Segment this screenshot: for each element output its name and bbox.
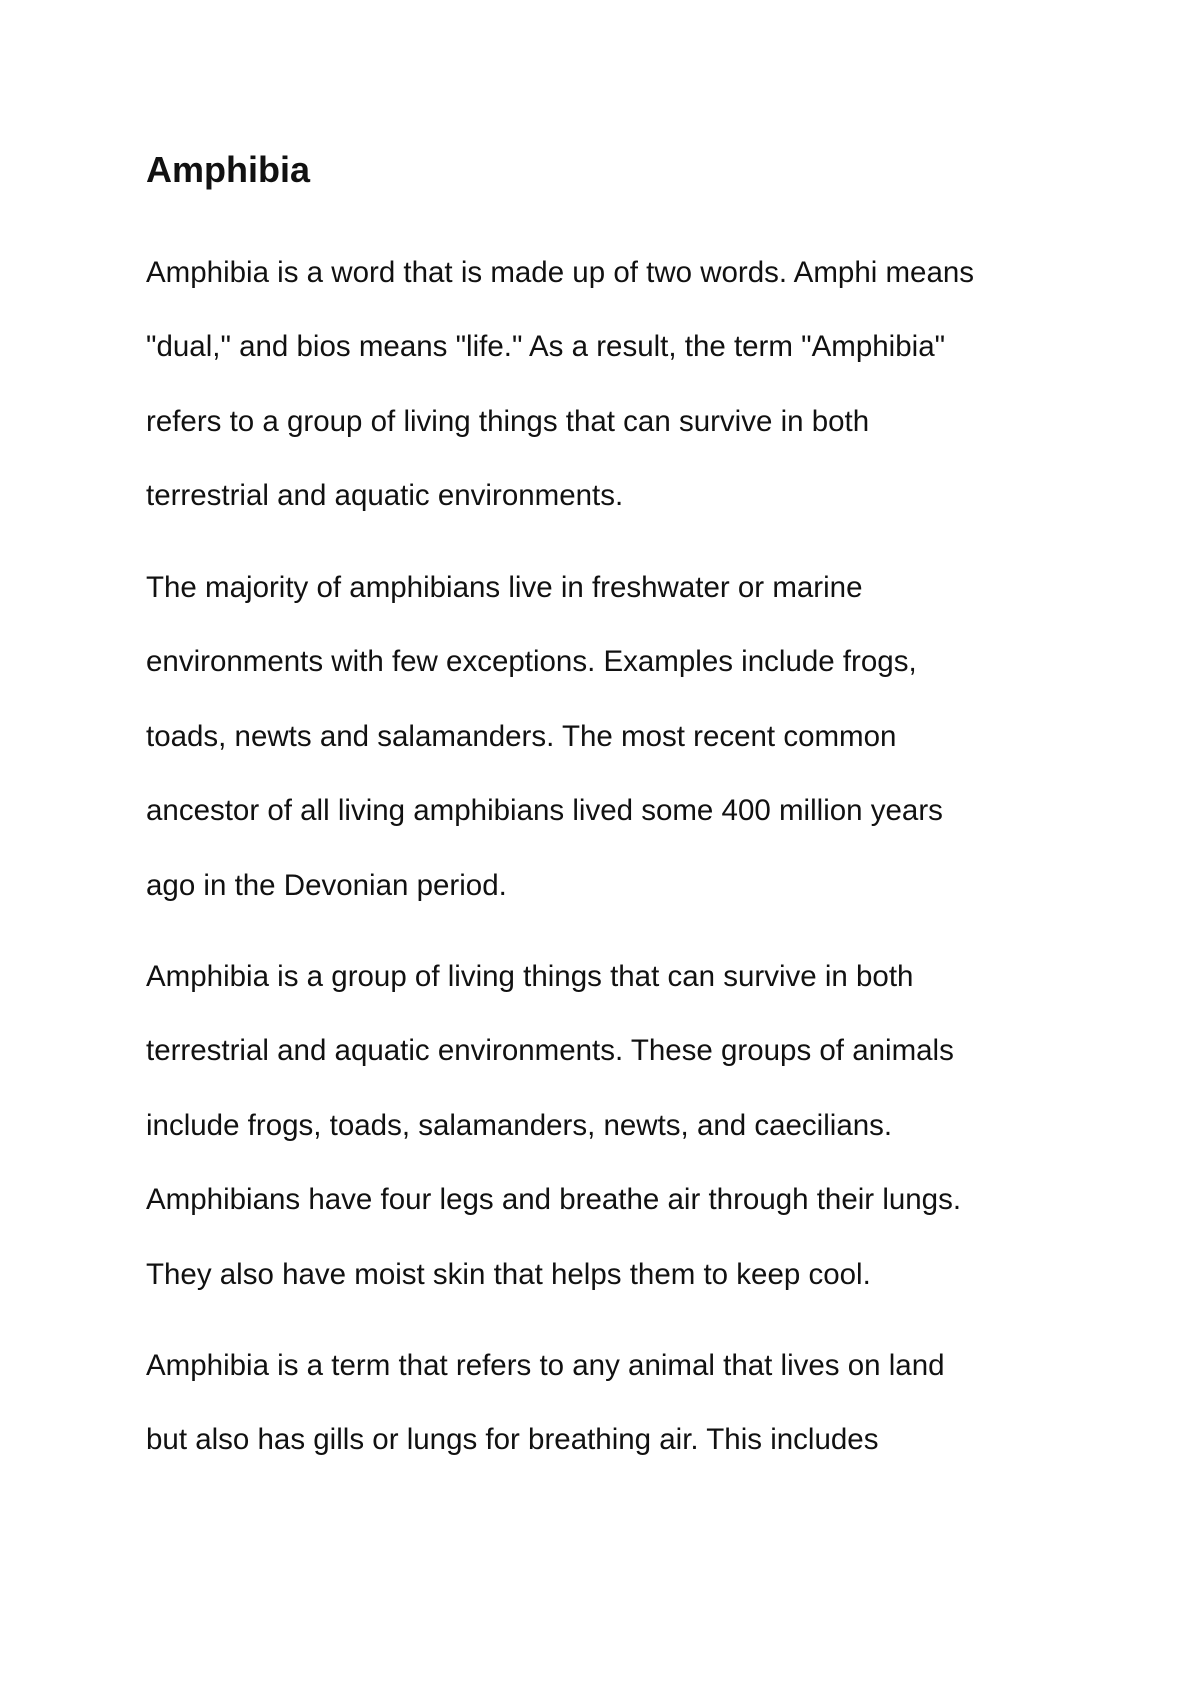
paragraph-2 — [146, 551, 1086, 923]
paragraph-4 — [146, 1329, 1086, 1478]
text-line: Amphibia is a term that refers to any animal that lives on land — [146, 1349, 945, 1382]
text-line: environments with few exceptions. Examples include frogs, — [146, 645, 917, 679]
text-line: terrestrial and aquatic environments. — [146, 479, 624, 513]
text-line: refers to a group of living things that can survive in both — [146, 404, 870, 438]
text-line: Amphibia is a word that is made up of two words. Amphi means — [146, 256, 975, 289]
text-line: They also have moist skin that helps them to keep cool. — [146, 1257, 871, 1291]
text-line: The majority of amphibians live in freshwater or marine — [146, 571, 863, 604]
text-line: but also has gills or lungs for breathing air. This includes — [146, 1423, 879, 1457]
text-line: ago in the Devonian period. — [146, 868, 507, 902]
text-line: terrestrial and aquatic environments. These groups of animals — [146, 1034, 954, 1068]
text-line: Amphibians have four legs and breathe air through their lungs. — [146, 1183, 962, 1217]
paragraph-1 — [146, 236, 1086, 534]
text-line: toads, newts and salamanders. The most recent common — [146, 719, 897, 753]
paragraph-3 — [146, 940, 1086, 1312]
text-line: Amphibia is a group of living things that can survive in both — [146, 960, 914, 993]
text-line: include frogs, toads, salamanders, newts, and caecilians. — [146, 1108, 893, 1142]
page-title: Amphibia — [146, 149, 311, 190]
text-line: ancestor of all living amphibians lived some 400 million years — [146, 794, 943, 828]
text-line: "dual," and bios means "life." As a result, the term "Amphibia" — [146, 330, 946, 364]
